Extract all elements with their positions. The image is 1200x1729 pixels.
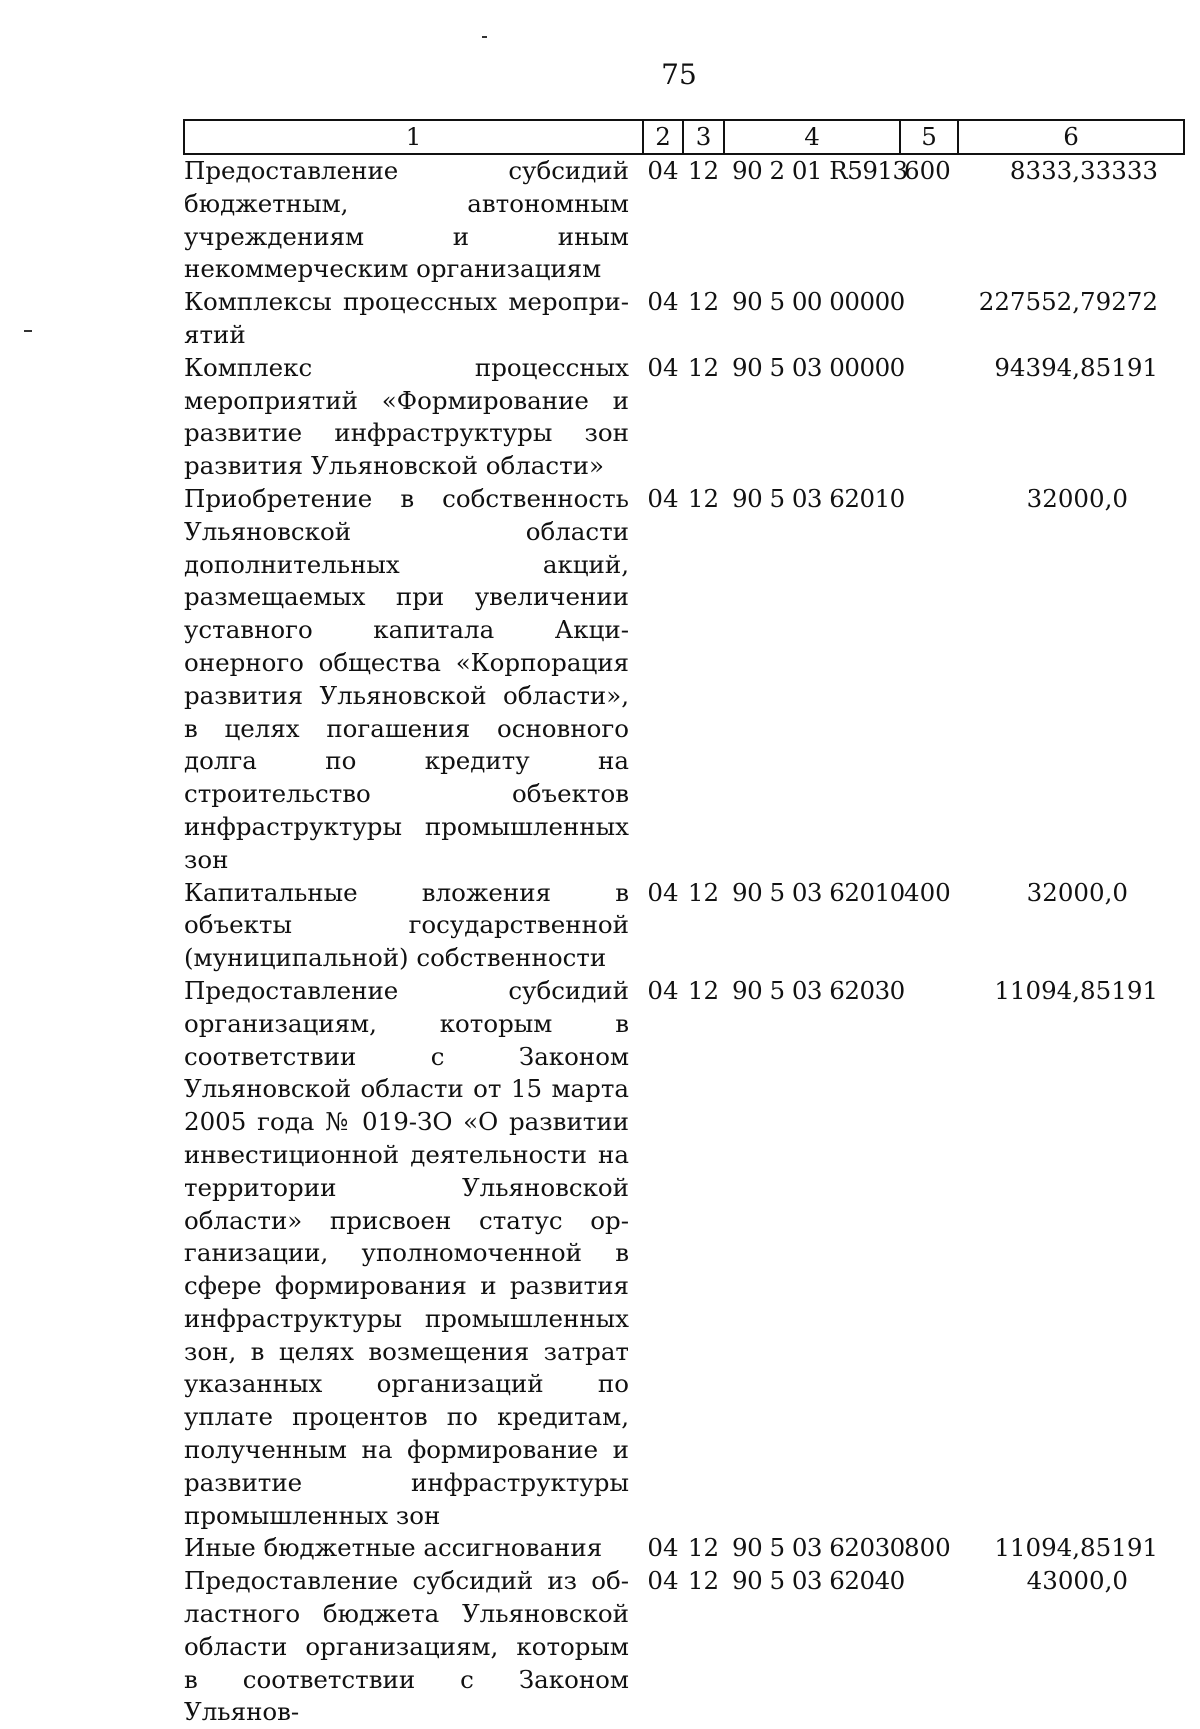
row-name: Предоставление субсидий из областного бюджета Ульяновской области организациям, которым в соответствии с Законом Ульянов- [184,1566,629,1727]
header-col-1: 1 [184,120,643,154]
row-section: 04 [647,1533,679,1563]
row-section: 04 [647,156,679,185]
row-subsection: 12 [687,352,720,382]
row-expense-type [900,483,958,877]
row-amount: 32000,0 [1026,877,1128,907]
row-expense-type [900,975,958,1533]
row-subsection: 12 [687,1566,720,1596]
row-name: Предоставление субсидий бюджетным, автономным учреждениям и иным некоммерческим организациям [184,156,629,284]
row-name: Приобретение в собственность Ульяновской области дополнительных акций, размещаемых при увеличении уставного капитала Акционерного общества «Корпорация развития Ульяновской области», в целях погашения основного долга по кредиту на строительство объектов инфраструктуры промышленных зон [184,483,629,874]
page-number: 75 [661,58,697,91]
row-target-code: 90 5 03 62010 [732,483,905,513]
row-amount: 43000,0 [1026,1566,1128,1596]
row-subsection: 12 [687,156,720,185]
scan-speck [24,330,32,332]
header-col-4: 4 [724,120,900,154]
row-name: Предоставление субсидий организациям, которым в соответствии с Законом Ульяновской области от 15 марта 2005 года № 019-ЗО «О развитии инвестиционной деятельности на территории Ульяновской области» присвоен статус организации, уполномоченной в сфере формирования и развития инфраструктуры промышленных зон, в целях возмещения затрат указанных организаций по уплате процентов по кредитам, полученным на формирование и развитие инфраструктуры промышленных зон [184,975,629,1530]
row-section: 04 [647,483,679,513]
row-target-code: 90 5 03 62030 [732,1533,905,1563]
row-expense-type [900,352,958,483]
budget-table [183,119,1185,1729]
row-expense-type: 800 [904,1533,951,1563]
row-amount: 94394,85191 [994,352,1158,382]
row-subsection: 12 [687,877,720,907]
row-expense-type: 400 [904,877,951,907]
row-expense-type [900,286,958,352]
row-amount: 11094,85191 [994,975,1158,1005]
table-row [184,1565,1184,1729]
row-name: Капитальные вложения в объекты государственной (муниципальной) собственности [184,877,629,973]
row-name: Иные бюджетные ассигнования [184,1533,603,1563]
row-target-code: 90 5 03 00000 [732,352,905,382]
row-target-code: 90 5 03 62040 [732,1566,905,1596]
row-subsection: 12 [687,483,720,513]
row-amount: 11094,85191 [994,1533,1158,1563]
header-col-3: 3 [683,120,724,154]
table-row [184,286,1184,352]
table-row [184,975,1184,1533]
row-target-code: 90 5 03 62010 [732,877,905,907]
scan-speck [482,36,487,38]
header-col-2: 2 [643,120,683,154]
row-subsection: 12 [687,1533,720,1563]
table-row [184,154,1184,286]
row-name: Комплексы процессных мероприятий [184,287,629,349]
row-subsection: 12 [687,975,720,1005]
row-amount: 32000,0 [1026,483,1128,513]
row-amount: 227552,79272 [978,287,1158,317]
row-expense-type [900,1565,958,1729]
row-target-code: 90 2 01 R5913 [732,156,908,185]
row-target-code: 90 5 03 62030 [732,975,905,1005]
header-col-6: 6 [958,120,1184,154]
header-col-5: 5 [900,120,958,154]
row-section: 04 [647,352,679,382]
row-section: 04 [647,1566,679,1596]
row-name: Комплекс процессных мероприятий «Формирование и развитие инфраструктуры зон развития Ульяновской области» [184,352,629,481]
row-subsection: 12 [687,287,720,317]
row-target-code: 90 5 00 00000 [732,287,905,317]
row-section: 04 [647,877,679,907]
row-section: 04 [647,287,679,317]
table-row [184,352,1184,483]
table-row [184,877,1184,975]
row-section: 04 [647,975,679,1005]
row-expense-type: 600 [904,156,951,185]
table-row [184,1532,1184,1565]
table-row [184,483,1184,877]
table-header [184,120,1184,154]
row-amount: 8333,33333 [1009,156,1158,185]
